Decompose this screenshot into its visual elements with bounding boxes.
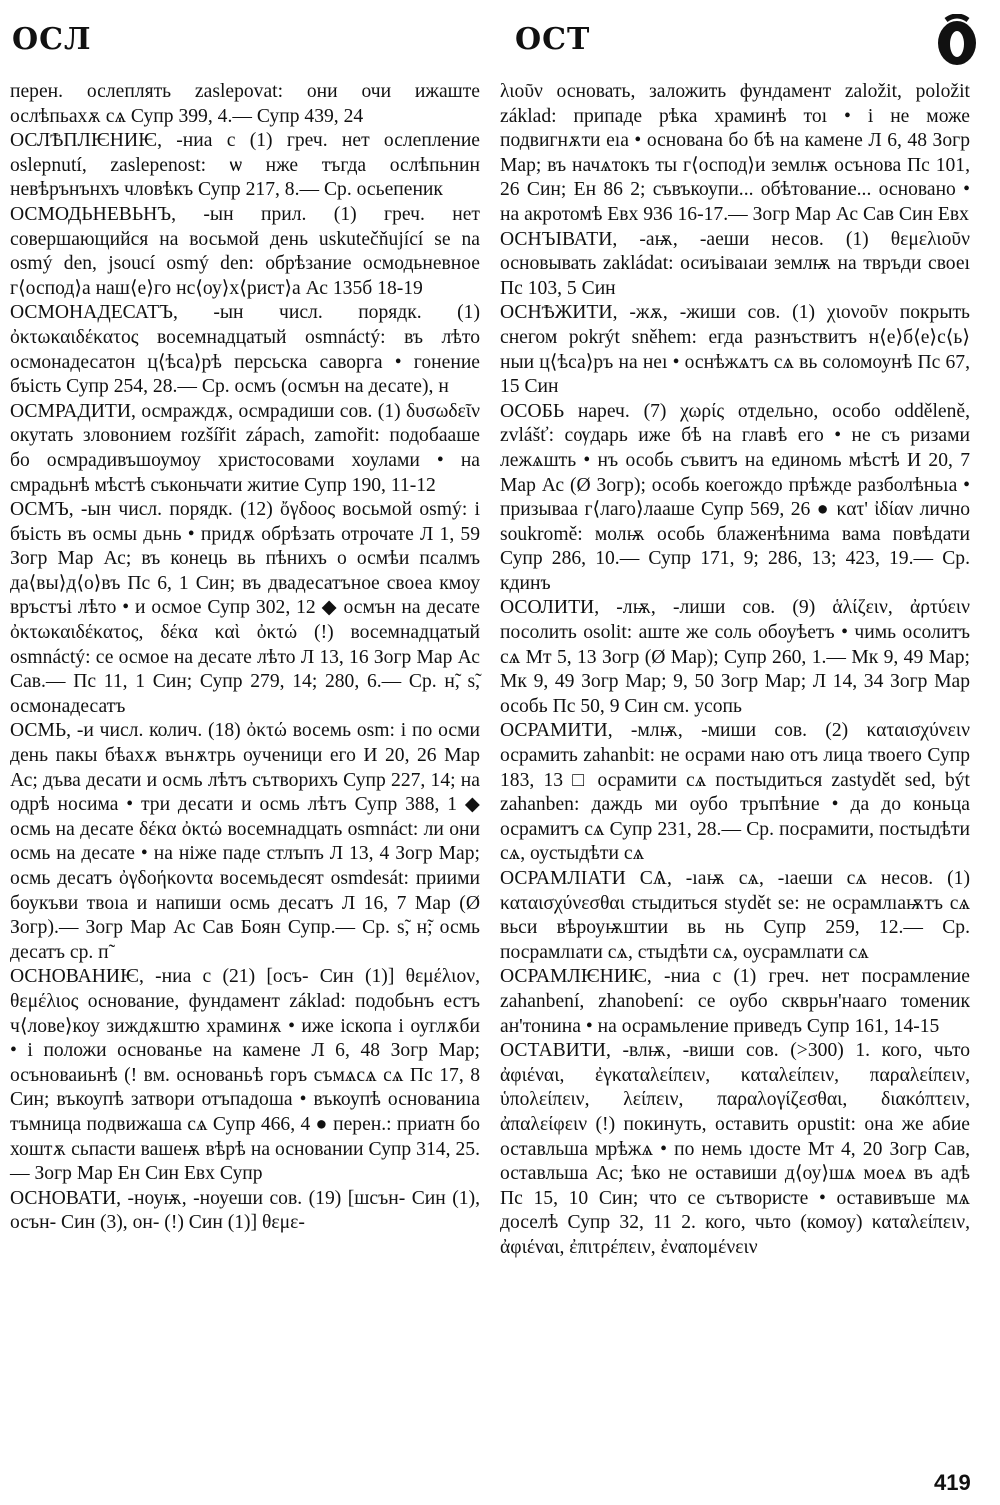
page-number: 419 [934,1470,971,1495]
entry-paragraph: ОСМОНАДЕСАТЪ, -ын числ. порядк. (1) ὀκτωκαιδέκατος восемнадцатый osmnáctý: въ лѣто осмонадесатон ц⟨ѣса⟩рѣ персьска саворга • гонение бъість Супр 254, 28.— Ср. осмъ (осмън на десате), н [10,302,480,398]
page-header [0,14,1000,74]
entry-paragraph: ОСОЛИТИ, -лѭ, -лиши сов. (9) ἁλίζειν, ἀρτύειν посолить osolit: аште же соль обоуѣетъ • чимь осолитъ сѧ Мт 5, 13 Зогр (Ø Мар); Супр 260, 1.— Мк 9, 49 Мар; Мк 9, 49 Зогр Мар; 9, 50 Зогр Мар; Л 14, 34 Зогр Мар особь Пс 50, 9 Син см. усопь [500,597,970,717]
entry-paragraph: ОСНОВАТИ, -ноуѭ, -ноуеши сов. (19) [шсън- Син (1), осън- Син (3), он- (!) Син (1)] θεμε- [10,1187,480,1234]
entry-paragraph: ОСМРАДИТИ, осмраждѫ, осмрадиши сов. (1) δυσωδεῖν окутать зловонием rozšířit zápach, zamořit: подобааше бо осмрадивъшоумоу христосовами хоулами • на смрадьнѣ мѣстѣ съконьчати житие Супр 190, 11-12 [10,400,480,496]
entry-paragraph: перен. ослеплять zaslepovat: они очи ижаште ослѣпьахѫ сѧ Супр 399, 4.— Супр 439, 24 [10,81,480,127]
entry-paragraph: ОСМЬ, -и числ. колич. (18) ὀκτώ восемь osm: і по осми день пакы бѣахѫ вънѫтрь оученици его И 20, 26 Мар Ас; дъва десати и осмь лѣтъ сътворихъ Супр 227, 14; на одрѣ носима • три десати и осмь лѣтъ Супр 388, 1 ◆ осмь на десате δέκα ὀκτώ восемнадцать osmnáct: ли они осмь на десате • на нiже паде стлъпъ Л 13, 4 Зогр Мар; осмь десатъ ὀγδοήκοντα восемьдесят osmdesát: приими боукъви твоıа и напиши осмь десатъ Л 16, 7 Мар (Ø Зогр).— Зогр Мар Ас Сав Боян Супр.— Ср. ѕ̃, н̃; осмь десатъ ср. п̃ [10,720,480,963]
entry-paragraph: ОСМЪ, -ын числ. порядк. (12) ὄγδοος восьмой osmý: і бъість въ осмы дьнь • придѫ обрѣзать отрочате Л 1, 59 Зогр Мар Ас; въ конець вь пѣнихъ о осмѣи псалмъ да⟨вы⟩д⟨о⟩въ Пс 6, 1 Син; въ двадесатъноe своеа кмоу връстъі лѣто • и осмое Супр 302, 12 ◆ осмън на десате ὀκτωκαιδέκατος, δέκα καὶ ὀκτώ (!) восемнадцатый osmnáctý: се осмое на десате лѣто Л 13, 16 Зогр Мар Ас Сав.— Пс 11, 1 Син; Супр 279, 14; 280, 6.— Ср. н̃, ѕ̃, осмонадесатъ [10,499,480,717]
entry-paragraph: ОСРАМИТИ, -млѭ, -миши сов. (2) καταισχύνειν осрамить zahanbit: не осрами наю отъ лица твоего Супр 183, 13 □ осрамити сѧ постыдиться zastydět sed, být zahanben: даждь ми оубо тръпѣние • да до коньца осрамитъ сѧ Супр 231, 28.— Ср. посрамити, постыдѣти сѧ, оустыдѣти сѧ [500,720,970,865]
left-column [10,80,480,1236]
entry-paragraph: ОСРАМЛІАТИ СѦ, -ıаѭ сѧ, -ıаеши сѧ несов. (1) καταισχύνεσθαι стыдиться stydět se: не осрамлıаѭтъ сѧ вьси вѣроуѭштии вь нь Супр 259, 12.— Ср. посрамлıати сѧ, стыдѣти сѧ, оусрамлıати сѧ [500,868,970,963]
entry-paragraph: ОСРАМЛѤНИѤ, -ниа с (1) греч. нет посрамление zahanbení, zhanobení: се оубо скврьн'нааго томеник ан'тонина • на осрамьлениe приведъ Супр 161, 14-15 [500,966,970,1037]
entry-paragraph: ОСНЪІВАТИ, -аѭ, -аеши несов. (1) θεμελιοῦν основывать zakládat: осиъіваıаи землѭ на твръди своеı Пс 103, 5 Син [500,228,970,299]
header-middle-guide-word: ОСТ [515,22,591,57]
entry-paragraph: ОСТАВИТИ, -влѭ, -виши сов. (>300) 1. кого, чьто ἀφιέναι, ἐγκαταλείπειν, καταλείπειν, παραλείπειν, ὑπολείπειν, λείπειν, παραλογίζεσθαι, διακόπτειν, ἀπαλείφειν (!) покинуть, оставить opustit: она же абие оставльша мрѣжѧ • по немь ıдосте Мт 4, 20 Зогр Сав, оставльша Ас; ѣко не оставиши д⟨оу⟩шѧ моеѧ въ адѣ Пс 15, 10 Син; что се сътвористе • оставивъше мѧ доселѣ Супр 32, 11 2. кого, чьто (комоу) καταλείπειν, ἀφιέναι, ἐπιτρέπειν, ἐναπομένειν [500,1040,970,1258]
entry-paragraph: ОСНОВАНИѤ, -ниа с (21) [осъ- Син (1)] θεμέλιον, θεμέλιος основание, фундамент základ: подобьнъ естъ ч⟨лове⟩коу зиждѫштю храминѫ • иже іскопа і оуглѫби • і положи основанье на камене Л 6, 48 Зогр Мар; осъноваиьнѣ (! вм. основаньѣ горъ съмѧсѧ сѧ Пс 17, 8 Син; въкоупѣ затвори отъпадоша • въкоупѣ основаниıа тъмница подвижаша сѧ Супр 466, 4 ● перен.: приатн бо хоштѫ сьпасти вашеѭ вѣрѣ на основании Супр 314, 25.— Зогр Мар Ен Син Евх Супр [10,966,480,1185]
entry-paragraph: ОСОБЬ нареч. (7) χωρίς отдельно, особо odděleně, zvlášť: сѹдарь иже бѣ на главѣ его • не съ ризами лежѧшть • нъ особь съвитъ на единомь мѣстѣ И 20, 7 Мар Ас (Ø Зогр); особь коегождо прѣжде разболѣньıа • призываа г⟨лаго⟩лааше Супр 569, 26 ● κατ' ἰδίαν лично soukromě: молѭ особь блаженѣнима вама повѣдати Супр 286, 10.— Супр 171, 9; 286, 13; 423, 19.— Ср. кдинъ [500,400,970,594]
section-letter-o-icon [932,14,982,68]
entry-paragraph: ОСНѢЖИТИ, -жѫ, -жиши сов. (1) χιονοῦν покрыть снегом pokrýt sněhem: егда разнъствитъ н⟨е⟩б⟨е⟩с⟨ь⟩ныи ц⟨ѣса⟩ръ на неı • оснѣжѧтъ сѧ вь соломоунѣ Пс 67, 15 Син [500,302,970,398]
right-column [500,80,970,1261]
entry-paragraph: ОСЛѢПЛѤНИѤ, -ниа с (1) греч. нет ослепление oslepnutí, zaslepenost: ѡ нже тъгда ослѣпьнин невѣрънънхъ чловѣкъ Супр 217, 8.— Ср. осьепеник [10,130,480,201]
header-left-guide-word: ОСЛ [12,22,92,57]
entry-paragraph: ОСМОДЬНЕВЬНЪ, -ын прил. (1) греч. нет совершающийся на восьмой день uskutečňující se na osmý den, jsoucí osmý den: обрѣзание осмодьневное г⟨оспод⟩а наш⟨е⟩го нс⟨оу⟩х⟨рист⟩а Ас 135б 18-19 [10,203,480,299]
entry-paragraph: λιοῦν основать, заложить фундамент založit, položit základ: припаде рѣка храминѣ тоı • і не може подвигнѫти еıа • основана бо бѣ на камене Л 6, 48 Зогр Мар; въ начѧтокъ ты г⟨оспод⟩и землѭ осънова Пс 101, 26 Син; Ен 86 2; съвъкоупи... обѣтование... основано • на акротомѣ Евх 936 16-17.— Зогр Мар Ас Сав Син Евх [500,81,970,225]
